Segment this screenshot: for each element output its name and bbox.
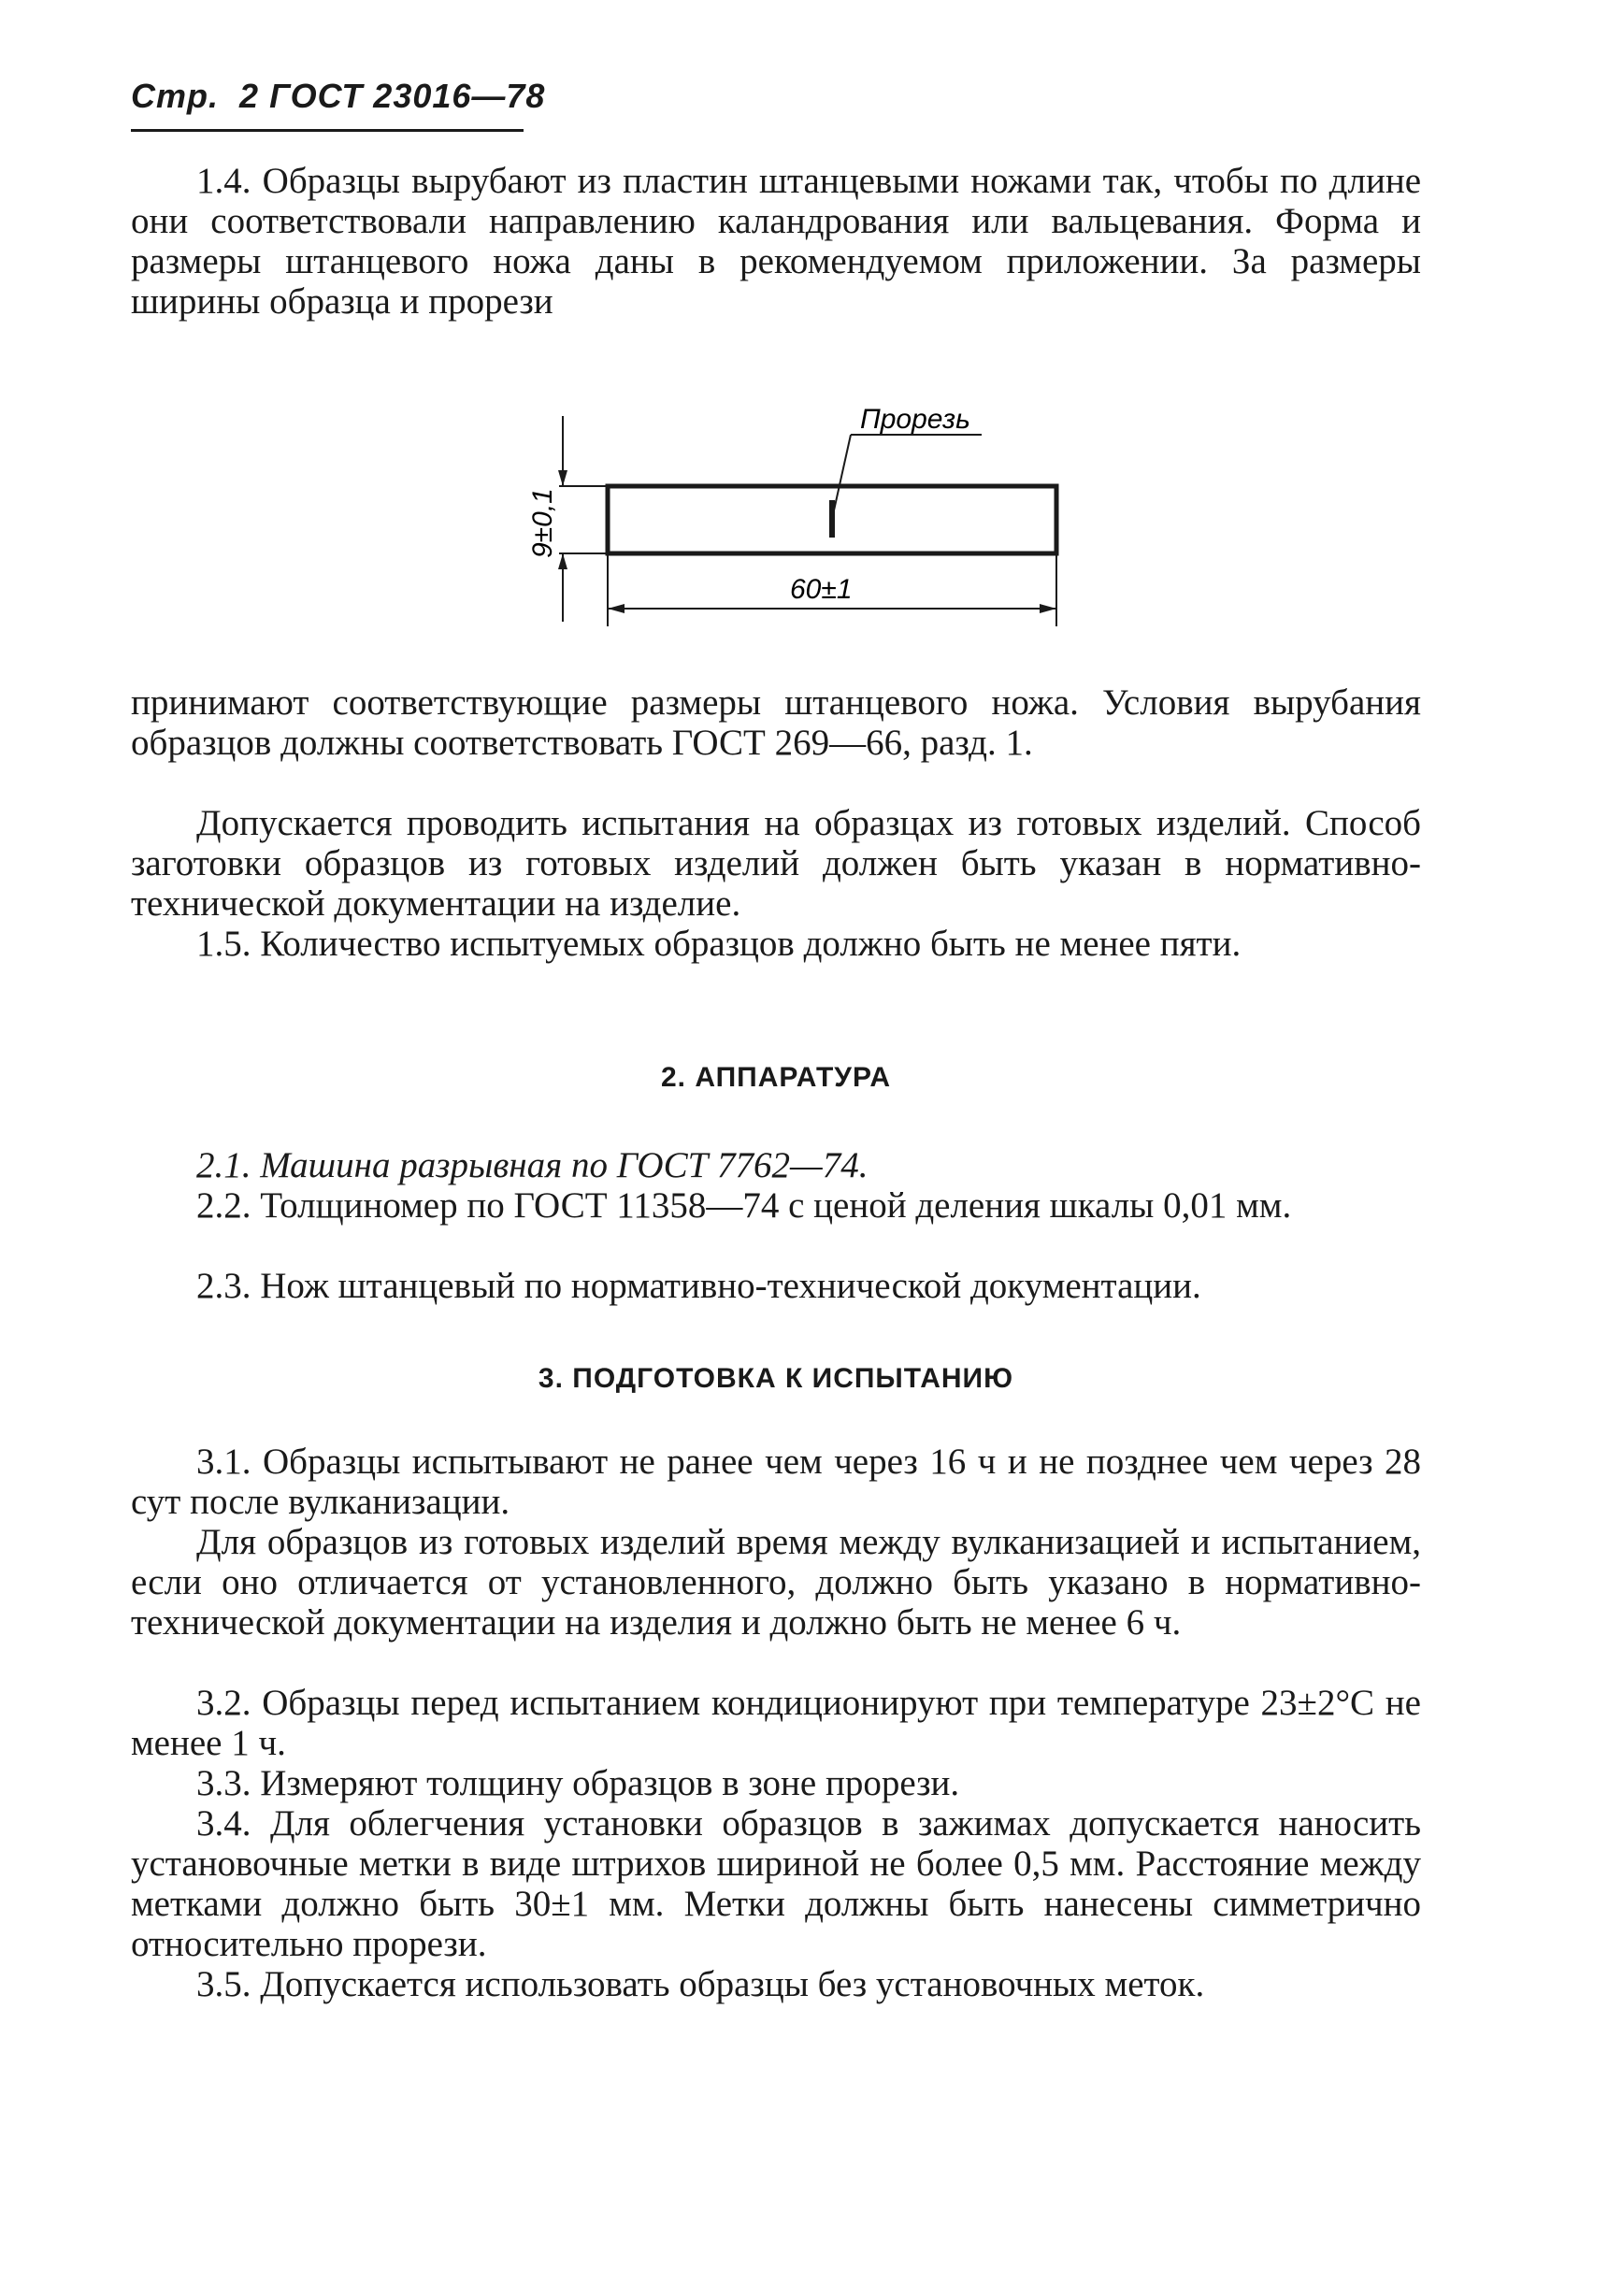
section-3-title: 3. ПОДГОТОВКА К ИСПЫТАНИЮ (538, 1363, 1014, 1394)
height-arrow-top (558, 470, 567, 486)
header-doc-code: ГОСТ 23016—78 (269, 77, 546, 115)
paragraph-3-4: 3.4. Для облегчения установки образцов в зажимах допускается наносить установочные метки в виде штрихов шириной не более 0,5 мм. Расстояние между метками должно быть 30±1 мм. Метки должны быть нанесены симметрично относительно прорези. (131, 1803, 1421, 1964)
paragraph-1-4-b: Допускается проводить испытания на образцах из готовых изделий. Способ заготовки образцов из готовых изделий должен быть указан в нормативно-технической документации на изделие. (131, 803, 1421, 924)
slot-leader (832, 435, 851, 519)
length-arrow-right (1040, 604, 1056, 613)
paragraph-3-2: 3.2. Образцы перед испытанием кондиционируют при температуре 23±2°С не менее 1 ч. (131, 1683, 1421, 1763)
paragraph-1-5: 1.5. Количество испытуемых образцов должно быть не менее пяти. (196, 924, 1242, 964)
paragraph-3-1: 3.1. Образцы испытывают не ранее чем через 16 ч и не позднее чем через 28 сут после вулканизации. (131, 1442, 1421, 1522)
paragraph-2-3: 2.3. Нож штанцевый по нормативно-технической документации. (196, 1266, 1201, 1306)
section-2-title: 2. АППАРАТУРА (661, 1062, 891, 1093)
length-dimension-label: 60±1 (790, 574, 853, 605)
header-rule (131, 129, 524, 132)
length-arrow-left (608, 604, 625, 613)
paragraph-1-4-continued: принимают соответствующие размеры штанцевого ножа. Условия вырубания образцов должны соответствовать ГОСТ 269—66, разд. 1. (131, 682, 1421, 763)
specimen-figure (524, 397, 1084, 640)
paragraph-2-1: 2.1. Машина разрывная по ГОСТ 7762—74. (196, 1145, 869, 1185)
paragraph-3-3: 3.3. Измеряют толщину образцов в зоне прорези. (196, 1763, 960, 1803)
header-page-number: 2 (239, 77, 260, 115)
paragraph-3-1-b: Для образцов из готовых изделий время между вулканизацией и испытанием, если оно отличается от установленного, должно быть указано в нормативно-технической документации на изделия и должно быть не менее 6 ч. (131, 1522, 1421, 1643)
height-dimension-label: 9±0,1 (527, 488, 558, 558)
paragraph-1-4: 1.4. Образцы вырубают из пластин штанцевыми ножами так, чтобы по длине они соответствовали направлению каландрования или вальцевания. Форма и размеры штанцевого ножа даны в рекомендуемом приложении. За размеры ширины образца и прорези (131, 161, 1421, 322)
page-header (131, 77, 545, 116)
slot-label: Прорезь (860, 404, 970, 435)
paragraph-3-5: 3.5. Допускается использовать образцы без установочных меток. (196, 1964, 1205, 2004)
height-arrow-bottom (558, 553, 567, 569)
header-prefix: Стр. (131, 77, 219, 115)
paragraph-2-2: 2.2. Толщиномер по ГОСТ 11358—74 с ценой деления шкалы 0,01 мм. (196, 1185, 1292, 1226)
